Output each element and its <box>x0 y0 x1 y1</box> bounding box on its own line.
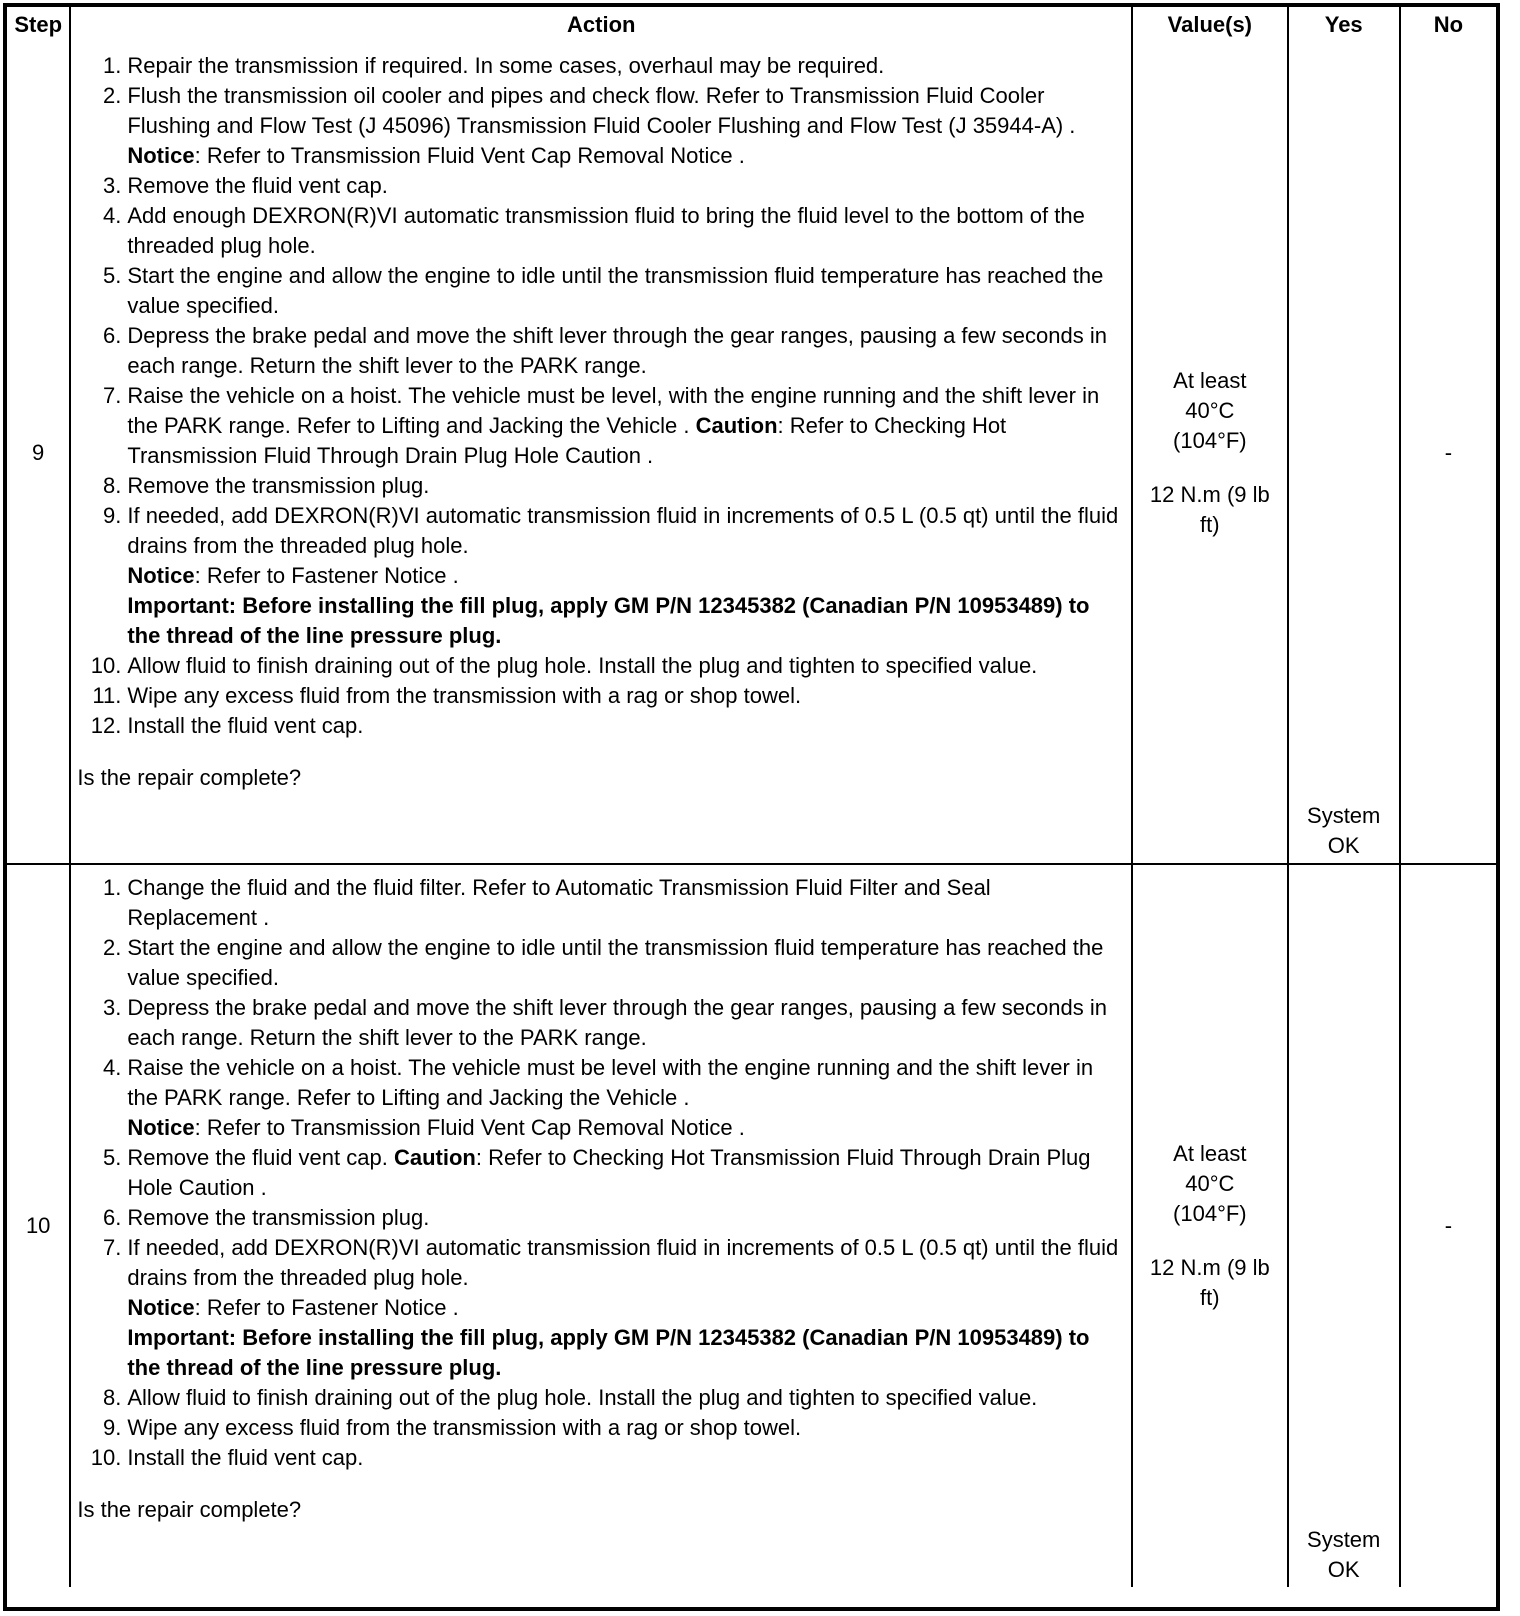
list-item <box>77 1143 1125 1203</box>
item-number: 8. <box>103 473 122 498</box>
value-temperature-label: At least <box>1173 1141 1247 1166</box>
value-temperature-c: 40°C <box>1185 1171 1235 1196</box>
yes-result: System <box>1307 803 1381 828</box>
notice-label: Notice <box>127 143 195 168</box>
item-number: 7. <box>103 1235 122 1260</box>
item-number: 1. <box>103 875 122 900</box>
list-item <box>77 651 1125 681</box>
header-yes: Yes <box>1288 7 1400 43</box>
value-torque: 12 N.m (9 lb <box>1149 482 1270 507</box>
yes-result: System <box>1307 1527 1381 1552</box>
value-temperature-f: (104°F) <box>1173 1201 1247 1226</box>
repair-question: Is the repair complete? <box>77 1497 302 1522</box>
item-number: 1. <box>103 53 122 78</box>
list-item <box>77 261 1125 321</box>
item-text: Raise the vehicle on a hoist. The vehicle must be level, with the engine running and the shift lever in the PARK range. Refer to Lifting and Jacking the Vehicle . <box>127 383 1100 438</box>
item-number: 2. <box>103 935 122 960</box>
notice-text: : Refer to Fastener Notice . <box>194 1295 459 1320</box>
item-number: 5. <box>103 263 122 288</box>
item-text: Add enough DEXRON(R)VI automatic transmission fluid to bring the fluid level to the bottom of the threaded plug hole. <box>127 203 1085 258</box>
item-number: 12. <box>90 713 122 738</box>
value-temperature-label: At least <box>1173 368 1247 393</box>
notice-label: Notice <box>127 1295 195 1320</box>
value-torque: 12 N.m (9 lb <box>1149 1255 1270 1280</box>
notice-label: Notice <box>127 1115 195 1140</box>
no-cell: - <box>1400 43 1496 864</box>
item-text: Start the engine and allow the engine to idle until the transmission fluid temperature has reached the value specified. <box>127 935 1104 990</box>
item-text: Depress the brake pedal and move the shift lever through the gear ranges, pausing a few seconds in each range. Return the shift lever to the PARK range. <box>127 995 1107 1050</box>
value-cell <box>1132 864 1287 1587</box>
list-item <box>77 471 1125 501</box>
yes-result-status: OK <box>1327 1557 1360 1582</box>
item-number: 6. <box>103 323 122 348</box>
item-number: 10. <box>90 1445 122 1470</box>
item-text: Allow fluid to finish draining out of the plug hole. Install the plug and tighten to specified value. <box>127 653 1038 678</box>
item-text: Allow fluid to finish draining out of the plug hole. Install the plug and tighten to specified value. <box>127 1385 1038 1410</box>
header-step: Step <box>7 7 70 43</box>
item-number: 11. <box>92 683 122 708</box>
item-text: Wipe any excess fluid from the transmission with a rag or shop towel. <box>127 683 802 708</box>
item-number: 10. <box>90 653 122 678</box>
item-text: Remove the transmission plug. <box>127 1205 430 1230</box>
item-text: Remove the transmission plug. <box>127 473 430 498</box>
action-cell <box>70 864 1132 1587</box>
item-number: 9. <box>103 503 122 528</box>
caution-text: : Refer to Checking Hot Transmission Fluid Through Drain Plug Hole Caution . <box>127 1145 1091 1200</box>
item-number: 4. <box>103 1055 122 1080</box>
yes-result-status: OK <box>1327 833 1360 858</box>
item-number: 3. <box>103 173 122 198</box>
item-text: Install the fluid vent cap. <box>127 713 364 738</box>
yes-cell <box>1288 864 1400 1587</box>
item-text: If needed, add DEXRON(R)VI automatic transmission fluid in increments of 0.5 L (0.5 qt) until the fluid drains from the threaded plug hole. <box>127 503 1119 558</box>
list-item <box>77 1443 1125 1473</box>
item-number: 6. <box>103 1205 122 1230</box>
header-row <box>7 7 1496 43</box>
header-values: Value(s) <box>1132 7 1287 43</box>
list-item <box>77 501 1125 651</box>
item-text: Remove the fluid vent cap. <box>127 173 388 198</box>
item-text: Flush the transmission oil cooler and pipes and check flow. Refer to Transmission Fluid Cooler Flushing and Flow Test (J 45096) Transmission Fluid Cooler Flushing and Flow Test (J 35944-A) . <box>127 83 1076 138</box>
list-item <box>77 1233 1125 1383</box>
no-cell: - <box>1400 864 1496 1587</box>
list-item <box>77 201 1125 261</box>
item-text: Depress the brake pedal and move the shift lever through the gear ranges, pausing a few seconds in each range. Return the shift lever to the PARK range. <box>127 323 1107 378</box>
action-list <box>77 873 1125 1473</box>
item-number: 2. <box>103 83 122 108</box>
list-item <box>77 1413 1125 1443</box>
item-number: 9. <box>103 1415 122 1440</box>
important-note: Important: Before installing the fill plug, apply GM P/N 12345382 (Canadian P/N 10953489) to the thread of the line pressure plug. <box>127 593 1090 648</box>
item-number: 5. <box>103 1145 122 1170</box>
value-torque-unit: ft) <box>1200 512 1220 537</box>
notice-text: : Refer to Fastener Notice . <box>194 563 459 588</box>
caution-label: Caution <box>695 413 778 438</box>
caution-label: Caution <box>393 1145 476 1170</box>
notice-label: Notice <box>127 563 195 588</box>
value-temperature-f: (104°F) <box>1173 428 1247 453</box>
item-number: 8. <box>103 1385 122 1410</box>
step-number: 9 <box>7 43 70 864</box>
action-list <box>77 51 1125 741</box>
repair-question: Is the repair complete? <box>77 765 302 790</box>
item-number: 3. <box>103 995 122 1020</box>
caution-text: : Refer to Checking Hot Transmission Fluid Through Drain Plug Hole Caution . <box>127 413 1007 468</box>
list-item <box>77 381 1125 471</box>
step-row <box>7 864 1496 1587</box>
important-note: Important: Before installing the fill plug, apply GM P/N 12345382 (Canadian P/N 10953489) to the thread of the line pressure plug. <box>127 1325 1090 1380</box>
header-action: Action <box>70 7 1132 43</box>
item-text: Wipe any excess fluid from the transmission with a rag or shop towel. <box>127 1415 802 1440</box>
list-item <box>77 933 1125 993</box>
step-number: 10 <box>7 864 70 1587</box>
list-item <box>77 1383 1125 1413</box>
list-item <box>77 1203 1125 1233</box>
value-temperature-c: 40°C <box>1185 398 1235 423</box>
item-text: Repair the transmission if required. In some cases, overhaul may be required. <box>127 53 885 78</box>
item-text: Raise the vehicle on a hoist. The vehicle must be level with the engine running and the shift lever in the PARK range. Refer to Lifting and Jacking the Vehicle . <box>127 1055 1094 1110</box>
list-item <box>77 1053 1125 1143</box>
value-cell <box>1132 43 1287 864</box>
item-text: Install the fluid vent cap. <box>127 1445 364 1470</box>
action-cell <box>70 43 1132 864</box>
notice-text: : Refer to Transmission Fluid Vent Cap Removal Notice . <box>194 1115 745 1140</box>
list-item <box>77 711 1125 741</box>
list-item <box>77 681 1125 711</box>
item-text: If needed, add DEXRON(R)VI automatic transmission fluid in increments of 0.5 L (0.5 qt) until the fluid drains from the threaded plug hole. <box>127 1235 1119 1290</box>
value-torque-unit: ft) <box>1200 1285 1220 1310</box>
notice-text: : Refer to Transmission Fluid Vent Cap Removal Notice . <box>194 143 745 168</box>
list-item <box>77 81 1125 171</box>
procedure-table-frame <box>3 3 1500 1611</box>
list-item <box>77 321 1125 381</box>
list-item <box>77 51 1125 81</box>
step-row <box>7 43 1496 864</box>
item-text: Remove the fluid vent cap. <box>127 1145 394 1170</box>
item-number: 4. <box>103 203 122 228</box>
item-number: 7. <box>103 383 122 408</box>
list-item <box>77 993 1125 1053</box>
item-text: Change the fluid and the fluid filter. Refer to Automatic Transmission Fluid Filter and Seal Replacement . <box>127 875 991 930</box>
item-text: Start the engine and allow the engine to idle until the transmission fluid temperature has reached the value specified. <box>127 263 1104 318</box>
list-item <box>77 171 1125 201</box>
procedure-table <box>7 7 1496 1587</box>
yes-cell <box>1288 43 1400 864</box>
list-item <box>77 873 1125 933</box>
header-no: No <box>1400 7 1496 43</box>
